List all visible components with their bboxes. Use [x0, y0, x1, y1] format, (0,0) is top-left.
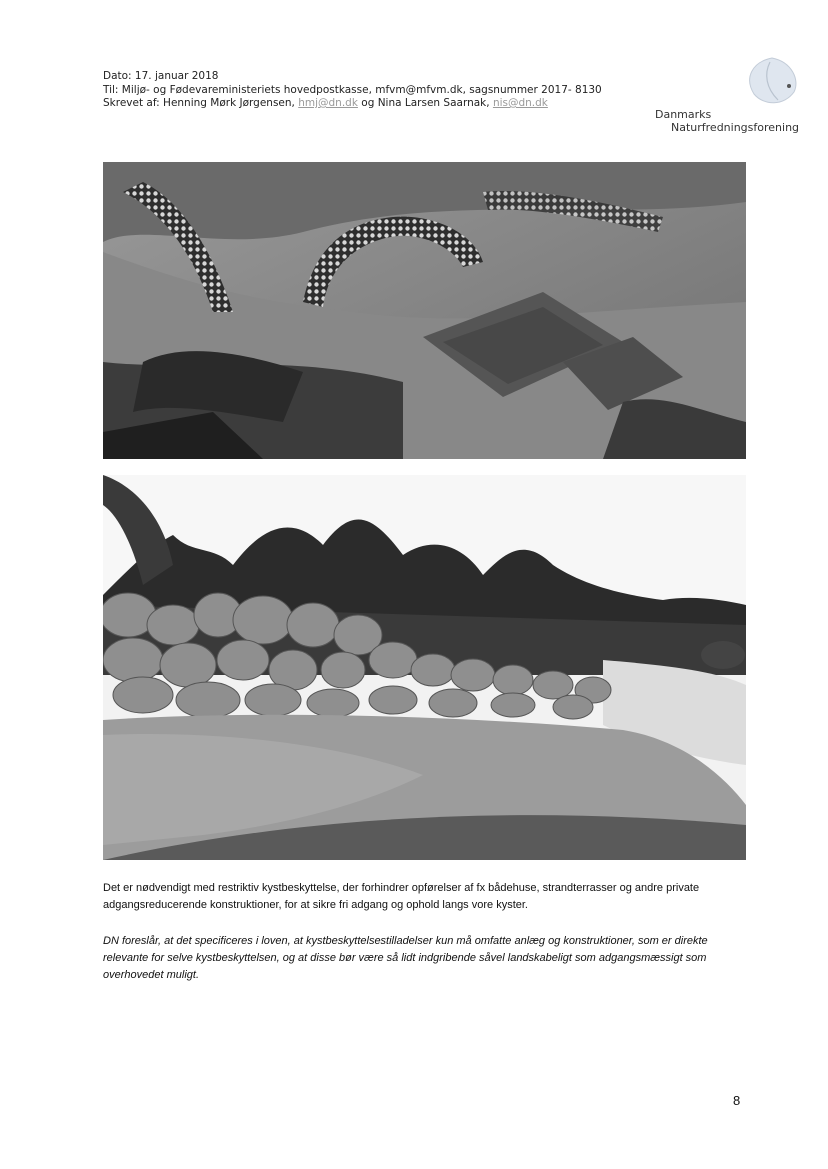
author-email-link-1[interactable]: hmj@dn.dk [298, 97, 358, 109]
author-prefix: Skrevet af: Henning Mørk Jørgensen, [103, 97, 299, 109]
paragraph-2-proposal: DN foreslår, at det specificeres i loven, at kystbeskyttelsestilladelser kun må omfatte anlæg og konstruktioner, som er direkte relevante for selve kystbeskyttelsen, og at disse bør være så lidt indgribende såvel landskabeligt som adgangsmæssigt som overhovedet muligt. [103, 935, 708, 981]
author-line [103, 97, 602, 111]
date-line: Dato: 17. januar 2018 [103, 70, 219, 82]
letter-header [103, 70, 602, 111]
coast-photo [103, 475, 746, 860]
author-email-link-2[interactable]: nis@dn.dk [492, 97, 548, 109]
logo-line-1: Danmarks [655, 108, 712, 121]
aerial-photo [103, 162, 746, 459]
paragraph-1: Det er nødvendigt med restriktiv kystbeskyttelse, der forhindrer opførelser af fx bådehuse, strandterrasser og andre private adgangsreducerende konstruktioner, for at sikre fri adgang og ophold langs vore kyster. [103, 882, 700, 911]
author-middle: og Nina Larsen Saarnak, [357, 97, 493, 109]
recipient-line: Til: Miljø- og Fødevareministeriets hovedpostkasse, mfvm@mfvm.dk, sagsnummer 2017- 8130 [103, 83, 602, 96]
logo-line-2: Naturfredningsforening [671, 121, 800, 134]
page-number: 8 [733, 1093, 741, 1108]
logo-wordmark [655, 108, 799, 134]
